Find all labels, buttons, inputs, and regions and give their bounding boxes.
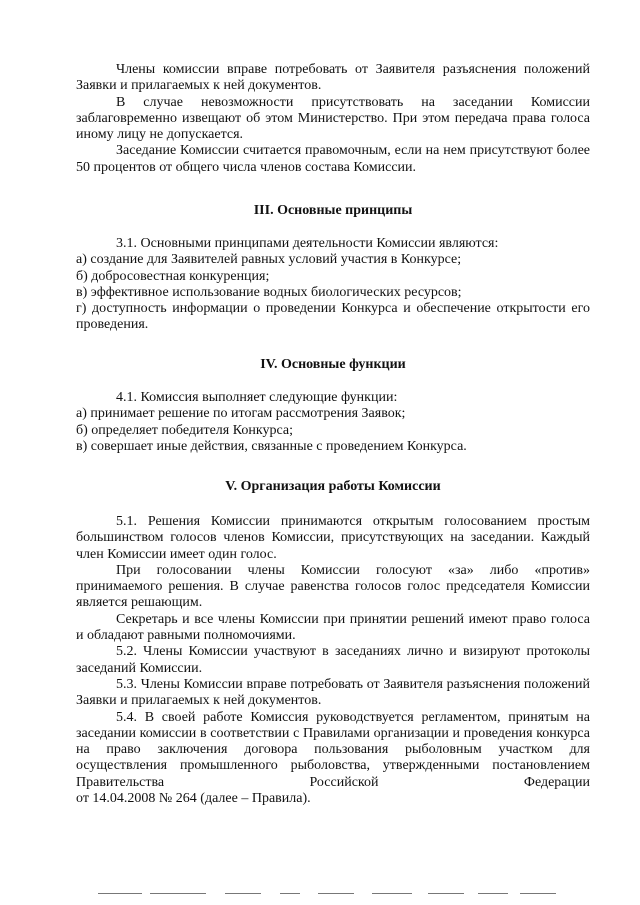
paragraph-5-3: 5.3. Члены Комиссии вправе потребовать от Заявителя разъяснения положений Заявки и прилагаемых к ней документов. xyxy=(76,676,590,709)
footer-divider xyxy=(478,893,508,894)
footer-divider xyxy=(372,893,412,894)
function-item-c: в) совершает иные действия, связанные с проведением Конкурса. xyxy=(76,438,467,454)
section-3-intro: 3.1. Основными принципами деятельности Комиссии являются: xyxy=(116,236,499,251)
paragraph-5-4-end: от 14.04.2008 № 264 (далее – Правила). xyxy=(76,791,311,807)
paragraph-5-2: 5.2. Члены Комиссии участвуют в заседаниях лично и визируют протоколы заседаний Комиссии. xyxy=(76,644,590,676)
section-4-body xyxy=(76,390,590,455)
section-5 xyxy=(76,479,590,495)
section-3-heading: III. Основные принципы xyxy=(253,203,413,218)
paragraph-5-1: 5.1. Решения Комиссии принимаются открытым голосованием простым большинством голосов членов Комиссии, присутствующих на заседании. Каждый член Комиссии имеет один голос. xyxy=(76,514,590,562)
function-item-a: а) принимает решение по итогам рассмотрения Заявок; xyxy=(76,406,406,422)
footer-divider xyxy=(280,893,300,894)
paragraph-quorum: Заседание Комиссии считается правомочным, если на нем присутствуют более 50 процентов от общего числа членов состава Комиссии. xyxy=(76,143,590,175)
paragraph-secretary: Секретарь и все члены Комиссии при принятии решений имеют право голоса и обладают равными полномочиями. xyxy=(76,611,590,644)
paragraph-members-clarification: Члены комиссии вправе потребовать от Заявителя разъяснения положений Заявки и прилагаемых к ней документов. xyxy=(76,62,590,94)
section-4 xyxy=(76,357,590,373)
section-4-intro: 4.1. Комиссия выполняет следующие функции: xyxy=(116,390,398,405)
footer-divider xyxy=(428,893,464,894)
paragraph-5-4: 5.4. В своей работе Комиссия руководствуется регламентом, принятым на заседании комиссии в соответствии с Правилами организации и проведения конкурса на право заключения договора пользования рыболовным участком для осуществления промышленного рыболовства, утвержденными постановлением Правительства Российской Федерации xyxy=(76,709,590,790)
section-5-heading: V. Организация работы Комиссии xyxy=(225,479,441,494)
principle-item-d: г) доступность информации о проведении Конкурса и обеспечение открытости его проведения. xyxy=(76,301,590,333)
principle-item-c: в) эффективное использование водных биологических ресурсов; xyxy=(76,284,462,300)
paragraph-absence-notice: В случае невозможности присутствовать на заседании Комиссии заблаговременно извещают об этом Министерство. При этом передача права голоса иному лицу не допускается. xyxy=(76,94,590,143)
footer-divider xyxy=(150,893,206,894)
section-3-body xyxy=(76,236,590,334)
paragraph-voting: При голосовании члены Комиссии голосуют «за» либо «против» принимаемого решения. В случае равенства голосов голос председателя Комиссии является решающим. xyxy=(76,562,590,611)
section-5-body xyxy=(76,514,590,807)
footer-divider xyxy=(98,893,142,894)
top-paragraphs xyxy=(76,62,590,176)
section-3 xyxy=(76,203,590,219)
footer-divider xyxy=(318,893,354,894)
function-item-b: б) определяет победителя Конкурса; xyxy=(76,422,293,438)
footer-divider xyxy=(225,893,261,894)
footer-divider xyxy=(520,893,556,894)
section-4-heading: IV. Основные функции xyxy=(260,357,406,372)
principle-item-a: а) создание для Заявителей равных условий участия в Конкурсе; xyxy=(76,252,462,268)
principle-item-b: б) добросовестная конкуренция; xyxy=(76,268,270,284)
